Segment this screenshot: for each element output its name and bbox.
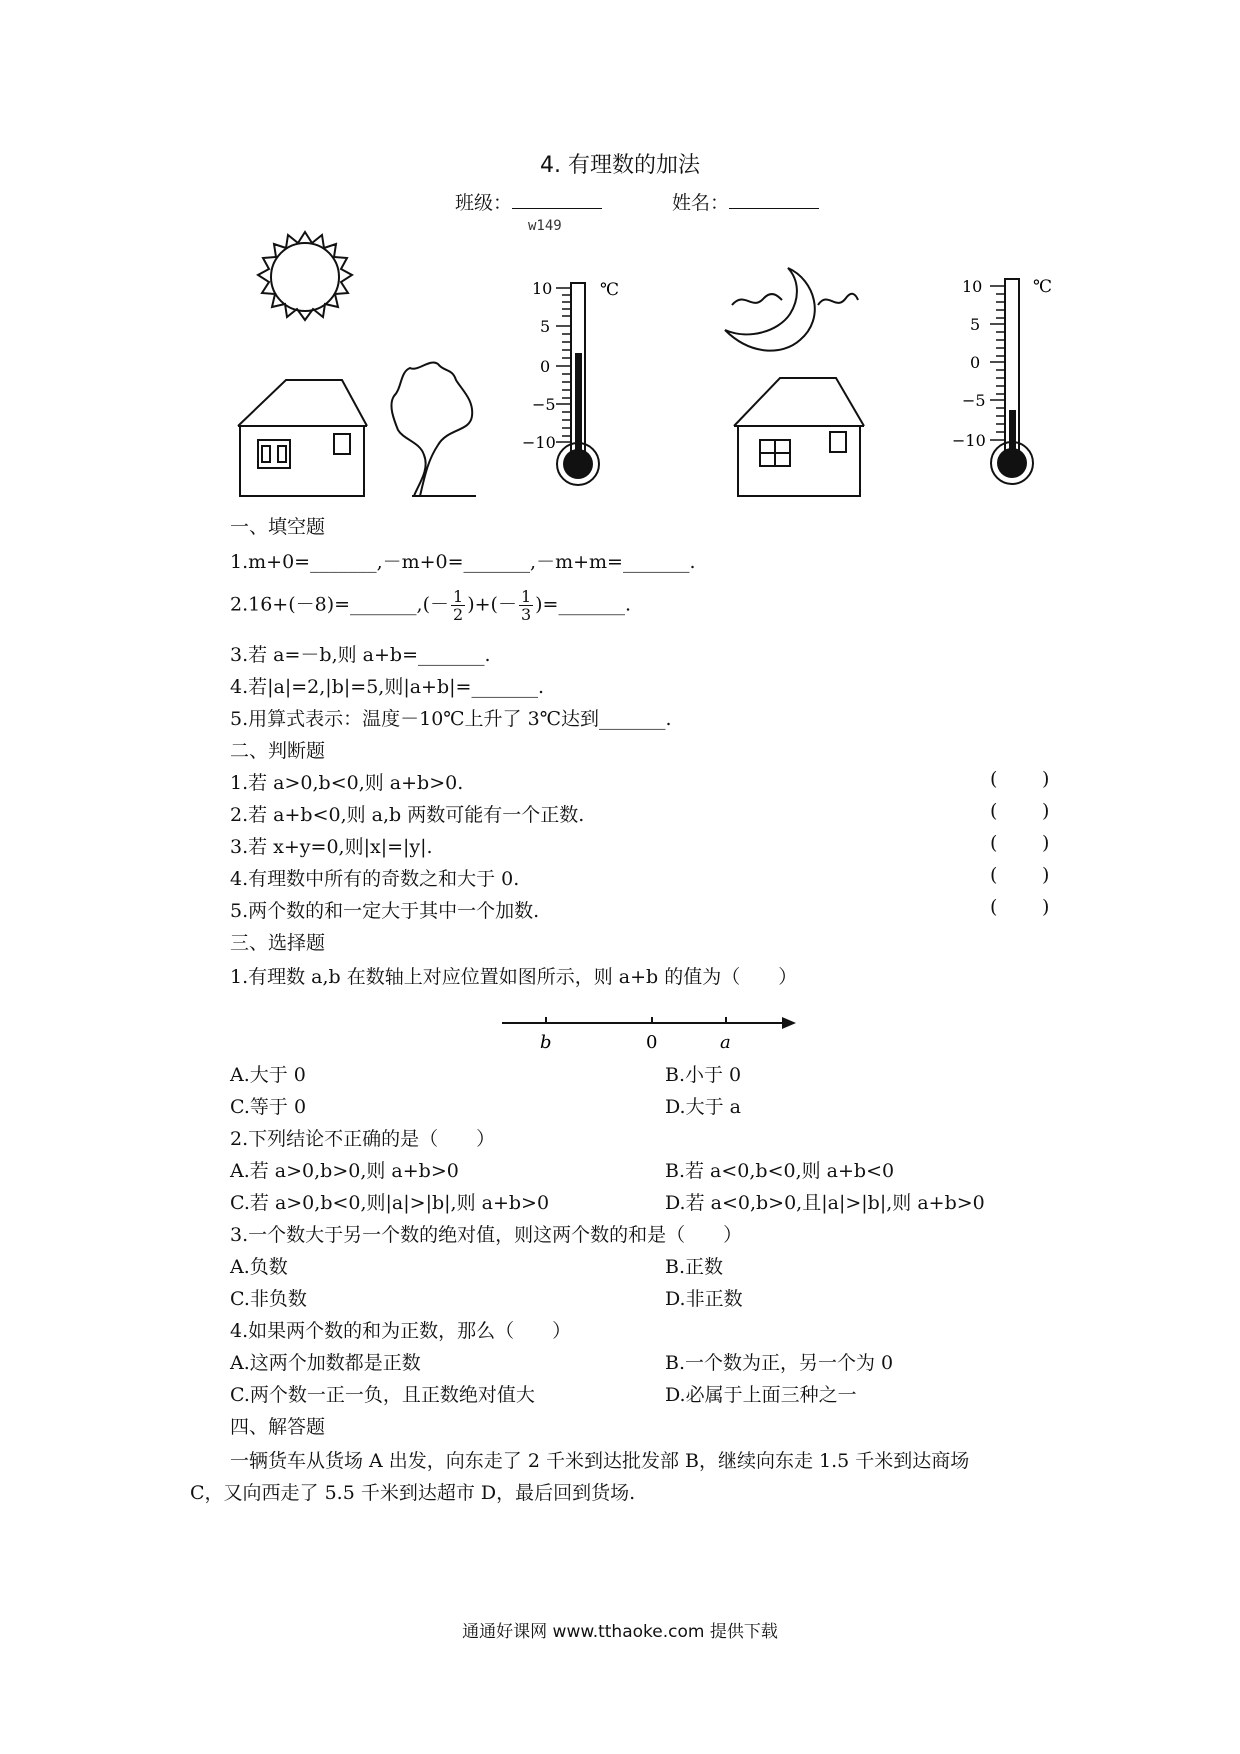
choice-q4-option-d: D.必属于上面三种之一 [665,1384,857,1406]
fill-q2-part-c: )=_______. [535,593,632,616]
fill-q2-part-a: 2.16+(－8)=_______,(－ [230,593,450,616]
answer-problem-line1: 一辆货车从货场 A 出发，向东走了 2 千米到达批发部 B，继续向东走 1.5 千米到达商场 [230,1450,970,1472]
choice-q2-option-d: D.若 a<0,b>0,且|a|>|b|,则 a+b>0 [665,1192,985,1214]
moon-icon [725,268,858,351]
judge-q2-paren-close: ) [1042,800,1050,822]
fill-q2 [230,588,631,623]
class-label: 班级： [455,192,513,214]
judge-q3: 3.若 x+y=0,则|x|=|y|. [230,836,433,858]
judge-q4-paren-open: ( [990,864,998,886]
choice-q3-option-b: B.正数 [665,1256,724,1278]
judge-q5: 5.两个数的和一定大于其中一个加数. [230,900,540,922]
judge-q4-paren-close: ) [1042,864,1050,886]
section-judge-heading: 二、判断题 [230,740,326,762]
judge-q1-paren-close: ) [1042,768,1050,790]
choice-q2: 2.下列结论不正确的是（ ） [230,1128,496,1150]
thermo2-tick-5: 5 [970,315,981,334]
choice-q4-option-c: C.两个数一正一负，且正数绝对值大 [230,1384,535,1406]
choice-q2-option-c: C.若 a>0,b<0,则|a|>|b|,则 a+b>0 [230,1192,550,1214]
choice-q1: 1.有理数 a,b 在数轴上对应位置如图所示，则 a+b 的值为（ ） [230,966,798,988]
judge-q4: 4.有理数中所有的奇数之和大于 0. [230,868,520,890]
answer-problem-line2: C，又向西走了 5.5 千米到达超市 D，最后回到货场. [190,1482,636,1504]
choice-q2-option-a: A.若 a>0,b>0,则 a+b>0 [230,1160,459,1182]
section-fill-heading: 一、填空题 [230,516,326,538]
fill-q3: 3.若 a=－b,则 a+b=_______. [230,644,491,666]
choice-q3-option-a: A.负数 [230,1256,288,1278]
axis-label-zero: 0 [646,1032,658,1053]
number-line-diagram [500,1005,800,1055]
thermo2-tick-neg10: −10 [952,431,986,450]
judge-q5-paren-open: ( [990,896,998,918]
fraction-third: $\frac{1}{3}$ [520,587,532,624]
thermo1-tick-neg10: −10 [522,433,556,452]
tree-icon [391,362,476,496]
choice-q1-option-a: A.大于 0 [230,1064,306,1086]
thermo2-tick-10: 10 [962,277,983,296]
footer-source: 通通好课网 www.tthaoke.com 提供下载 [462,1622,778,1642]
axis-label-b: b [540,1032,552,1053]
choice-q4-option-b: B.一个数为正，另一个为 0 [665,1352,894,1374]
thermo1-tick-neg5: −5 [532,395,556,414]
judge-q1: 1.若 a>0,b<0,则 a+b>0. [230,772,464,794]
judge-q5-paren-close: ) [1042,896,1050,918]
fraction-half: $\frac{1}{2}$ [453,587,464,624]
axis-label-a: a [720,1032,731,1053]
choice-q4: 4.如果两个数的和为正数，那么（ ） [230,1320,572,1342]
thermo1-unit: ℃ [600,280,620,300]
day-night-illustration [0,0,1240,520]
judge-q3-paren-open: ( [990,832,998,854]
choice-q3-option-c: C.非负数 [230,1288,307,1310]
thermo2-tick-neg5: −5 [962,391,986,410]
thermo2-tick-0: 0 [970,353,981,372]
document-code: w149 [528,218,562,234]
judge-q2: 2.若 a+b<0,则 a,b 两数可能有一个正数. [230,804,585,826]
fill-q1: 1.m+0=_______,－m+0=_______,－m+m=_______. [230,551,696,573]
page-title: 4. 有理数的加法 [540,153,700,178]
choice-q4-option-a: A.这两个加数都是正数 [230,1352,421,1374]
thermo2-unit: ℃ [1033,277,1053,297]
judge-q1-paren-open: ( [990,768,998,790]
choice-q1-option-d: D.大于 a [665,1096,741,1118]
judge-q3-paren-close: ) [1042,832,1050,854]
thermo1-tick-10: 10 [532,279,553,298]
house-icon [734,378,864,496]
choice-q1-option-c: C.等于 0 [230,1096,307,1118]
choice-q3: 3.一个数大于另一个数的绝对值，则这两个数的和是（ ） [230,1224,743,1246]
house-icon [238,380,367,496]
thermometer-day-icon [522,279,619,485]
name-label: 姓名： [672,192,730,214]
choice-q2-option-b: B.若 a<0,b<0,则 a+b<0 [665,1160,895,1182]
thermometer-night-icon [952,277,1052,484]
fill-q2-part-b: )+(－ [467,593,517,616]
choice-q3-option-d: D.非正数 [665,1288,743,1310]
sun-icon [258,232,352,320]
choice-q1-option-b: B.小于 0 [665,1064,742,1086]
thermo1-tick-5: 5 [540,317,551,336]
judge-q2-paren-open: ( [990,800,998,822]
fill-q5: 5.用算式表示：温度－10℃上升了 3℃达到_______. [230,708,672,730]
fill-q4: 4.若|a|=2,|b|=5,则|a+b|=_______. [230,676,544,698]
section-choice-heading: 三、选择题 [230,932,326,954]
thermo1-tick-0: 0 [540,357,551,376]
section-answer-heading: 四、解答题 [230,1416,326,1438]
